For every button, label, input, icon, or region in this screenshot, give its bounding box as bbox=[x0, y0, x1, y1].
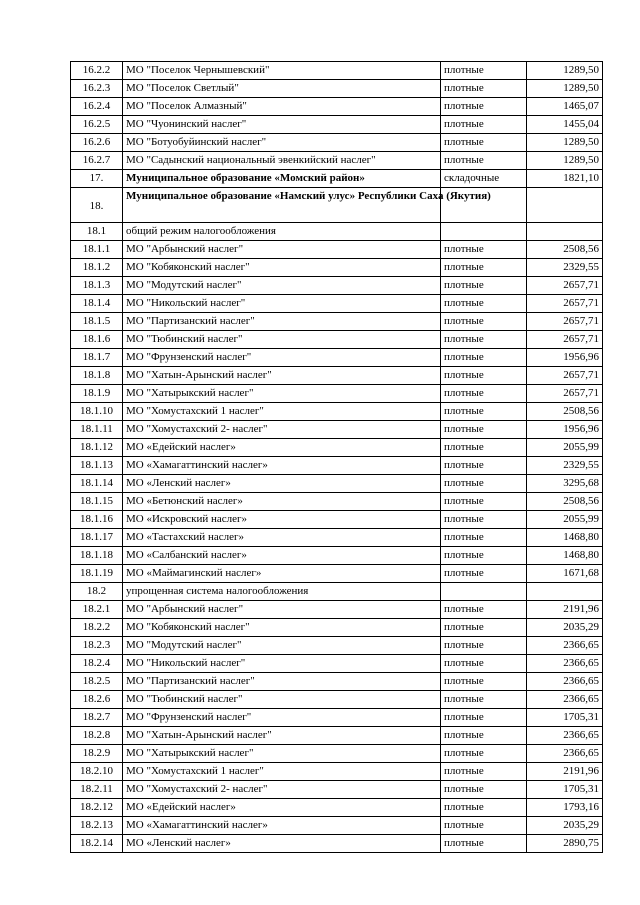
row-name-cell: МО «Едейский наслег» bbox=[123, 799, 441, 817]
tariff-table bbox=[70, 61, 603, 853]
row-value-cell: 2055,99 bbox=[527, 439, 603, 457]
row-name-cell: МО "Кобяконский наслег" bbox=[123, 259, 441, 277]
row-name-cell: МО "Садынский национальный эвенкийский наслег" bbox=[123, 152, 441, 170]
row-number-cell: 18.1.1 bbox=[71, 241, 123, 259]
row-type-cell: плотные bbox=[441, 475, 527, 493]
row-type-cell: плотные bbox=[441, 98, 527, 116]
row-number-cell: 18.1.8 bbox=[71, 367, 123, 385]
row-number-cell: 18.1.13 bbox=[71, 457, 123, 475]
row-name-cell: МО "Арбынский наслег" bbox=[123, 601, 441, 619]
row-number-cell: 18.2.4 bbox=[71, 655, 123, 673]
row-name-cell: МО «Хамагаттинский наслег» bbox=[123, 457, 441, 475]
row-type-cell: плотные bbox=[441, 709, 527, 727]
table-row bbox=[71, 367, 603, 385]
row-type-cell: плотные bbox=[441, 439, 527, 457]
row-type-cell: плотные bbox=[441, 511, 527, 529]
table-row bbox=[71, 385, 603, 403]
row-type-cell: плотные bbox=[441, 817, 527, 835]
row-value-cell: 1289,50 bbox=[527, 62, 603, 80]
row-value-cell: 1956,96 bbox=[527, 421, 603, 439]
row-name-cell: общий режим налогообложения bbox=[123, 223, 441, 241]
row-name-cell: МО "Хомустахский 1 наслег" bbox=[123, 403, 441, 421]
row-number-cell: 18. bbox=[71, 188, 123, 223]
row-name-cell: МО "Партизанский наслег" bbox=[123, 313, 441, 331]
table-row bbox=[71, 673, 603, 691]
table-row bbox=[71, 799, 603, 817]
row-type-cell: плотные bbox=[441, 601, 527, 619]
row-value-cell: 2508,56 bbox=[527, 403, 603, 421]
row-name-cell: МО "Поселок Чернышевский" bbox=[123, 62, 441, 80]
row-number-cell: 18.1.12 bbox=[71, 439, 123, 457]
row-number-cell: 18.1.14 bbox=[71, 475, 123, 493]
row-number-cell: 18.1.10 bbox=[71, 403, 123, 421]
table-row bbox=[71, 277, 603, 295]
row-value-cell: 3295,68 bbox=[527, 475, 603, 493]
row-name-cell: МО "Поселок Алмазный" bbox=[123, 98, 441, 116]
row-type-cell: плотные bbox=[441, 80, 527, 98]
table-row bbox=[71, 727, 603, 745]
table-row bbox=[71, 547, 603, 565]
row-number-cell: 16.2.3 bbox=[71, 80, 123, 98]
row-type-cell: плотные bbox=[441, 134, 527, 152]
row-type-cell: плотные bbox=[441, 152, 527, 170]
table-row bbox=[71, 439, 603, 457]
row-type-cell: плотные bbox=[441, 691, 527, 709]
row-value-cell: 2191,96 bbox=[527, 601, 603, 619]
row-value-cell: 2329,55 bbox=[527, 457, 603, 475]
row-type-cell: плотные bbox=[441, 295, 527, 313]
row-name-cell: МО "Ботуобуйинский наслег" bbox=[123, 134, 441, 152]
row-type-cell: плотные bbox=[441, 421, 527, 439]
row-number-cell: 18.1.9 bbox=[71, 385, 123, 403]
table-row bbox=[71, 259, 603, 277]
row-name-cell: МО "Хатырыкский наслег" bbox=[123, 745, 441, 763]
row-value-cell: 2191,96 bbox=[527, 763, 603, 781]
row-name-cell: МО «Искровский наслег» bbox=[123, 511, 441, 529]
row-value-cell: 2508,56 bbox=[527, 241, 603, 259]
row-name-cell: МО "Кобяконский наслег" bbox=[123, 619, 441, 637]
row-name-cell: МО «Ленский наслег» bbox=[123, 475, 441, 493]
row-number-cell: 18.1.2 bbox=[71, 259, 123, 277]
row-value-cell: 2366,65 bbox=[527, 745, 603, 763]
row-value-cell: 1793,16 bbox=[527, 799, 603, 817]
row-type-cell: плотные bbox=[441, 835, 527, 853]
row-value-cell: 1705,31 bbox=[527, 709, 603, 727]
table-row bbox=[71, 565, 603, 583]
row-value-cell: 1468,80 bbox=[527, 529, 603, 547]
table-row bbox=[71, 241, 603, 259]
row-name-cell: МО "Арбынский наслег" bbox=[123, 241, 441, 259]
row-type-cell: плотные bbox=[441, 673, 527, 691]
row-type-cell bbox=[441, 583, 527, 601]
table-row bbox=[71, 98, 603, 116]
table-row bbox=[71, 763, 603, 781]
row-number-cell: 17. bbox=[71, 170, 123, 188]
row-name-cell: МО «Хамагаттинский наслег» bbox=[123, 817, 441, 835]
row-name-cell: МО "Хатын-Арынский наслег" bbox=[123, 727, 441, 745]
row-number-cell: 18.1.15 bbox=[71, 493, 123, 511]
row-value-cell: 1289,50 bbox=[527, 152, 603, 170]
row-name-cell: МО «Бетюнский наслег» bbox=[123, 493, 441, 511]
table-row bbox=[71, 421, 603, 439]
table-row bbox=[71, 709, 603, 727]
table-row bbox=[71, 619, 603, 637]
table-row bbox=[71, 583, 603, 601]
row-type-cell: плотные bbox=[441, 637, 527, 655]
row-number-cell: 18.2.2 bbox=[71, 619, 123, 637]
row-value-cell: 2890,75 bbox=[527, 835, 603, 853]
row-name-cell: МО "Хатын-Арынский наслег" bbox=[123, 367, 441, 385]
row-name-cell: МО "Партизанский наслег" bbox=[123, 673, 441, 691]
row-type-cell: плотные bbox=[441, 619, 527, 637]
row-number-cell: 18.1.18 bbox=[71, 547, 123, 565]
row-name-cell: МО «Тастахский наслег» bbox=[123, 529, 441, 547]
table-row bbox=[71, 457, 603, 475]
table-row bbox=[71, 116, 603, 134]
row-name-cell: МО «Едейский наслег» bbox=[123, 439, 441, 457]
row-type-cell: плотные bbox=[441, 259, 527, 277]
table-row bbox=[71, 601, 603, 619]
row-name-cell: МО "Поселок Светлый" bbox=[123, 80, 441, 98]
row-number-cell: 18.1.7 bbox=[71, 349, 123, 367]
row-type-cell: плотные bbox=[441, 763, 527, 781]
table-row bbox=[71, 745, 603, 763]
table-row bbox=[71, 835, 603, 853]
row-number-cell: 18.2.8 bbox=[71, 727, 123, 745]
row-type-cell: плотные bbox=[441, 367, 527, 385]
row-value-cell: 1289,50 bbox=[527, 134, 603, 152]
row-type-cell: плотные bbox=[441, 62, 527, 80]
row-number-cell: 18.2.3 bbox=[71, 637, 123, 655]
row-value-cell: 1465,07 bbox=[527, 98, 603, 116]
row-type-cell: плотные bbox=[441, 241, 527, 259]
row-number-cell: 16.2.7 bbox=[71, 152, 123, 170]
row-number-cell: 16.2.4 bbox=[71, 98, 123, 116]
row-value-cell: 2366,65 bbox=[527, 637, 603, 655]
table-row bbox=[71, 80, 603, 98]
row-name-cell: Муниципальное образование «Намский улус» Республики Саха (Якутия) bbox=[123, 188, 441, 223]
row-name-cell: МО "Тюбинский наслег" bbox=[123, 331, 441, 349]
row-number-cell: 16.2.5 bbox=[71, 116, 123, 134]
table-row bbox=[71, 529, 603, 547]
row-name-cell: МО "Хомустахский 2- наслег" bbox=[123, 421, 441, 439]
row-number-cell: 16.2.6 bbox=[71, 134, 123, 152]
row-number-cell: 18.2.7 bbox=[71, 709, 123, 727]
table-row bbox=[71, 331, 603, 349]
row-name-cell: МО "Тюбинский наслег" bbox=[123, 691, 441, 709]
row-type-cell: плотные bbox=[441, 331, 527, 349]
table-row bbox=[71, 493, 603, 511]
row-type-cell: плотные bbox=[441, 313, 527, 331]
row-name-cell: МО «Маймагинский наслег» bbox=[123, 565, 441, 583]
row-number-cell: 18.2.12 bbox=[71, 799, 123, 817]
table-row bbox=[71, 475, 603, 493]
row-number-cell: 18.2.6 bbox=[71, 691, 123, 709]
table-row bbox=[71, 817, 603, 835]
row-number-cell: 18.1.19 bbox=[71, 565, 123, 583]
row-value-cell: 2657,71 bbox=[527, 313, 603, 331]
row-value-cell bbox=[527, 223, 603, 241]
table-row bbox=[71, 511, 603, 529]
row-value-cell: 2657,71 bbox=[527, 331, 603, 349]
row-name-cell: МО "Никольский наслег" bbox=[123, 295, 441, 313]
row-name-cell: МО "Хомустахский 1 наслег" bbox=[123, 763, 441, 781]
row-value-cell: 2055,99 bbox=[527, 511, 603, 529]
row-value-cell: 1289,50 bbox=[527, 80, 603, 98]
row-name-cell: МО "Модутский наслег" bbox=[123, 637, 441, 655]
row-value-cell: 2366,65 bbox=[527, 673, 603, 691]
row-type-cell: плотные bbox=[441, 799, 527, 817]
table-row bbox=[71, 134, 603, 152]
row-value-cell: 2366,65 bbox=[527, 691, 603, 709]
table-row bbox=[71, 295, 603, 313]
row-number-cell: 18.2.1 bbox=[71, 601, 123, 619]
row-value-cell: 2657,71 bbox=[527, 385, 603, 403]
row-number-cell: 18.1.17 bbox=[71, 529, 123, 547]
row-name-cell: Муниципальное образование «Момский район» bbox=[123, 170, 441, 188]
row-value-cell bbox=[527, 188, 603, 223]
row-number-cell: 18.2.14 bbox=[71, 835, 123, 853]
row-type-cell: плотные bbox=[441, 116, 527, 134]
row-number-cell: 18.2.5 bbox=[71, 673, 123, 691]
table-row bbox=[71, 655, 603, 673]
row-type-cell: плотные bbox=[441, 727, 527, 745]
row-type-cell: плотные bbox=[441, 745, 527, 763]
row-type-cell: складочные bbox=[441, 170, 527, 188]
table-row bbox=[71, 691, 603, 709]
row-name-cell: МО "Хатырыкский наслег" bbox=[123, 385, 441, 403]
row-value-cell bbox=[527, 583, 603, 601]
row-name-cell: МО «Ленский наслег» bbox=[123, 835, 441, 853]
row-number-cell: 18.1.3 bbox=[71, 277, 123, 295]
row-type-cell: плотные bbox=[441, 547, 527, 565]
row-value-cell: 1671,68 bbox=[527, 565, 603, 583]
table-row bbox=[71, 170, 603, 188]
row-value-cell: 2657,71 bbox=[527, 295, 603, 313]
row-value-cell: 2366,65 bbox=[527, 727, 603, 745]
row-number-cell: 18.2.13 bbox=[71, 817, 123, 835]
row-name-cell: МО "Фрунзенский наслег" bbox=[123, 349, 441, 367]
row-type-cell: плотные bbox=[441, 277, 527, 295]
row-type-cell: плотные bbox=[441, 385, 527, 403]
table-row bbox=[71, 349, 603, 367]
row-type-cell bbox=[441, 223, 527, 241]
row-name-cell: МО «Салбанский наслег» bbox=[123, 547, 441, 565]
row-name-cell: МО "Чуонинский наслег" bbox=[123, 116, 441, 134]
row-number-cell: 18.1.11 bbox=[71, 421, 123, 439]
row-value-cell: 2657,71 bbox=[527, 367, 603, 385]
row-number-cell: 18.2.10 bbox=[71, 763, 123, 781]
row-type-cell: плотные bbox=[441, 349, 527, 367]
row-number-cell: 18.1 bbox=[71, 223, 123, 241]
row-type-cell: плотные bbox=[441, 565, 527, 583]
row-number-cell: 18.2.11 bbox=[71, 781, 123, 799]
row-value-cell: 1821,10 bbox=[527, 170, 603, 188]
row-value-cell: 2329,55 bbox=[527, 259, 603, 277]
row-value-cell: 1455,04 bbox=[527, 116, 603, 134]
row-value-cell: 1956,96 bbox=[527, 349, 603, 367]
row-value-cell: 2657,71 bbox=[527, 277, 603, 295]
table-row bbox=[71, 223, 603, 241]
table-row bbox=[71, 62, 603, 80]
row-number-cell: 18.2 bbox=[71, 583, 123, 601]
row-type-cell: плотные bbox=[441, 529, 527, 547]
row-type-cell: плотные bbox=[441, 655, 527, 673]
table-row bbox=[71, 403, 603, 421]
row-type-cell: плотные bbox=[441, 493, 527, 511]
row-name-cell: МО "Никольский наслег" bbox=[123, 655, 441, 673]
row-number-cell: 16.2.2 bbox=[71, 62, 123, 80]
row-type-cell: плотные bbox=[441, 781, 527, 799]
row-value-cell: 1468,80 bbox=[527, 547, 603, 565]
table-row bbox=[71, 781, 603, 799]
row-name-cell: упрощенная система налогообложения bbox=[123, 583, 441, 601]
row-value-cell: 2508,56 bbox=[527, 493, 603, 511]
table-row bbox=[71, 313, 603, 331]
row-number-cell: 18.1.5 bbox=[71, 313, 123, 331]
row-number-cell: 18.1.6 bbox=[71, 331, 123, 349]
row-number-cell: 18.2.9 bbox=[71, 745, 123, 763]
table-row bbox=[71, 152, 603, 170]
row-number-cell: 18.1.4 bbox=[71, 295, 123, 313]
row-value-cell: 2366,65 bbox=[527, 655, 603, 673]
row-name-cell: МО "Фрунзенский наслег" bbox=[123, 709, 441, 727]
row-value-cell: 2035,29 bbox=[527, 619, 603, 637]
row-value-cell: 2035,29 bbox=[527, 817, 603, 835]
row-name-cell: МО "Хомустахский 2- наслег" bbox=[123, 781, 441, 799]
row-type-cell: плотные bbox=[441, 403, 527, 421]
table-body bbox=[71, 62, 603, 853]
row-number-cell: 18.1.16 bbox=[71, 511, 123, 529]
table-row bbox=[71, 188, 603, 223]
row-type-cell: плотные bbox=[441, 457, 527, 475]
table-row bbox=[71, 637, 603, 655]
row-value-cell: 1705,31 bbox=[527, 781, 603, 799]
row-name-cell: МО "Модутский наслег" bbox=[123, 277, 441, 295]
